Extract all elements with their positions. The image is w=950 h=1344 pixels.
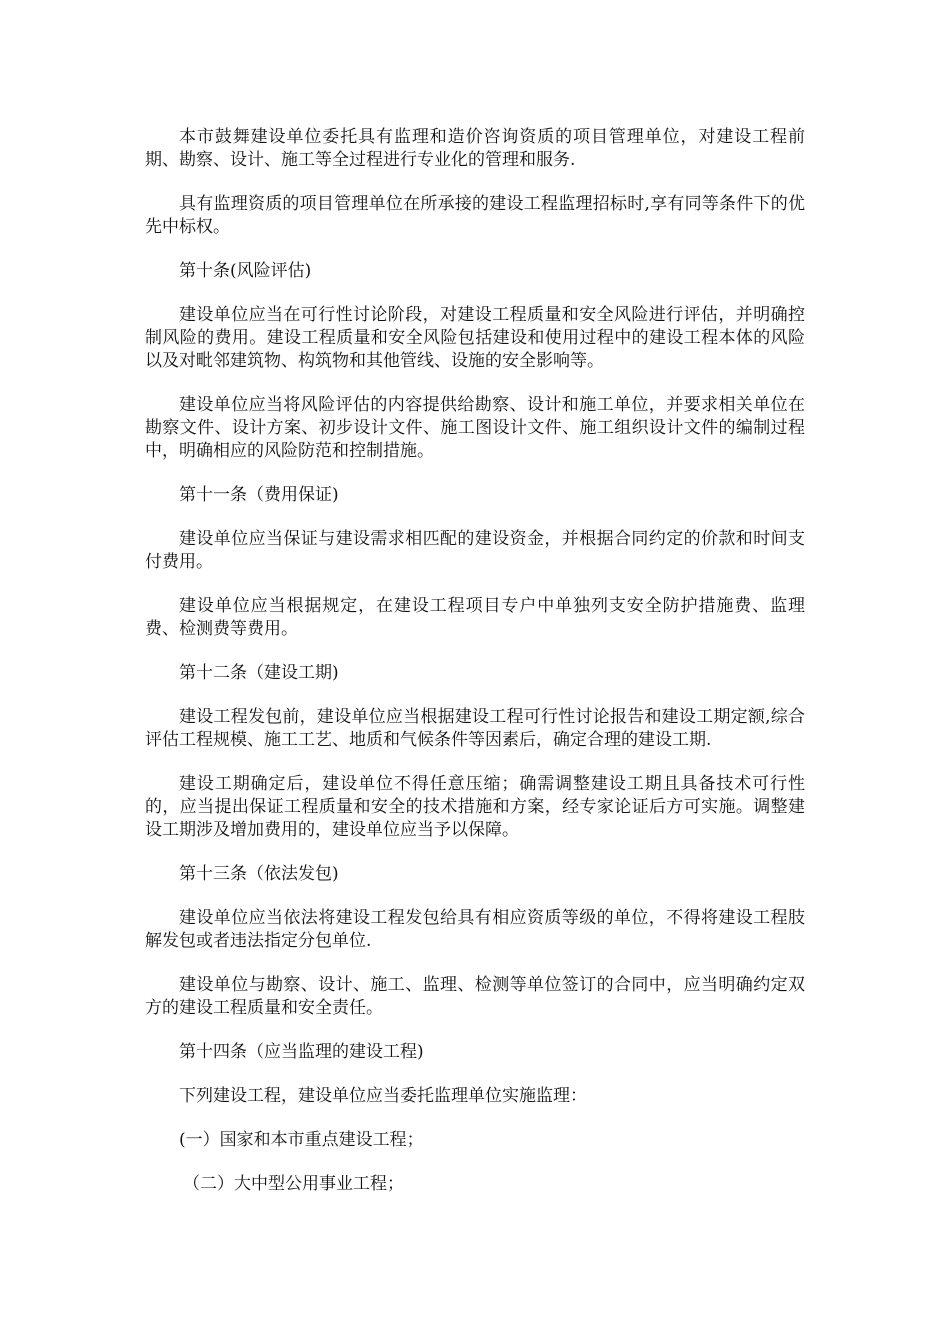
paragraph-lawful-contracting: 建设单位应当依法将建设工程发包给具有相应资质等级的单位，不得将建设工程肢解发包或者违法指定分包单位. xyxy=(145,908,805,951)
paragraph-risk-assessment: 建设单位应当在可行性讨论阶段，对建设工程质量和安全风险进行评估，并明确控制风险的费用。建设工程质量和安全风险包括建设和使用过程中的建设工程本体的风险以及对毗邻建筑物、构筑物和其他管线、设施的安全影响等。 xyxy=(145,305,805,371)
article-11-heading: 第十一条（费用保证) xyxy=(179,485,339,505)
paragraph-project-management: 本市鼓舞建设单位委托具有监理和造价咨询资质的项目管理单位，对建设工程前期、勘察、设计、施工等全过程进行专业化的管理和服务. xyxy=(145,127,805,170)
paragraph-contract-responsibility: 建设单位与勘察、设计、施工、监理、检测等单位签订的合同中，应当明确约定双方的建设工程质量和安全责任。 xyxy=(145,975,805,1018)
article-13-heading: 第十三条（依法发包) xyxy=(179,864,339,884)
paragraph-period-adjustment: 建设工期确定后，建设单位不得任意压缩；确需调整建设工期且具备技术可行性的，应当提出保证工程质量和安全的技术措施和方案，经专家论证后方可实施。调整建设工期涉及增加费用的，建设单位应当予以保障。 xyxy=(145,774,805,840)
paragraph-supervision-list-intro: 下列建设工程，建设单位应当委托监理单位实施监理： xyxy=(179,1086,587,1106)
article-12-heading: 第十二条（建设工期) xyxy=(179,663,339,683)
paragraph-construction-period: 建设工程发包前，建设单位应当根据建设工程可行性讨论报告和建设工期定额,综合评估工程规模、施工工艺、地质和气候条件等因素后，确定合理的建设工期. xyxy=(145,707,805,750)
article-14-heading: 第十四条（应当监理的建设工程) xyxy=(179,1042,424,1062)
paragraph-bid-priority: 具有监理资质的项目管理单位在所承接的建设工程监理招标时,享有同等条件下的优先中标权。 xyxy=(145,194,805,237)
paragraph-risk-provision: 建设单位应当将风险评估的内容提供给勘察、设计和施工单位，并要求相关单位在勘察文件、设计方案、初步设计文件、施工图设计文件、施工组织设计文件的编制过程中，明确相应的风险防范和控制措施。 xyxy=(145,395,805,461)
document-body xyxy=(145,126,805,1217)
paragraph-funding: 建设单位应当保证与建设需求相匹配的建设资金，并根据合同约定的价款和时间支付费用。 xyxy=(145,529,805,572)
paragraph-special-account: 建设单位应当根据规定，在建设工程项目专户中单独列支安全防护措施费、监理费、检测费等费用。 xyxy=(145,596,805,639)
article-10-heading: 第十条(风险评估) xyxy=(179,261,312,281)
list-item-1: (一）国家和本市重点建设工程； xyxy=(179,1130,424,1150)
list-item-2: （二）大中型公用事业工程； xyxy=(183,1174,404,1194)
